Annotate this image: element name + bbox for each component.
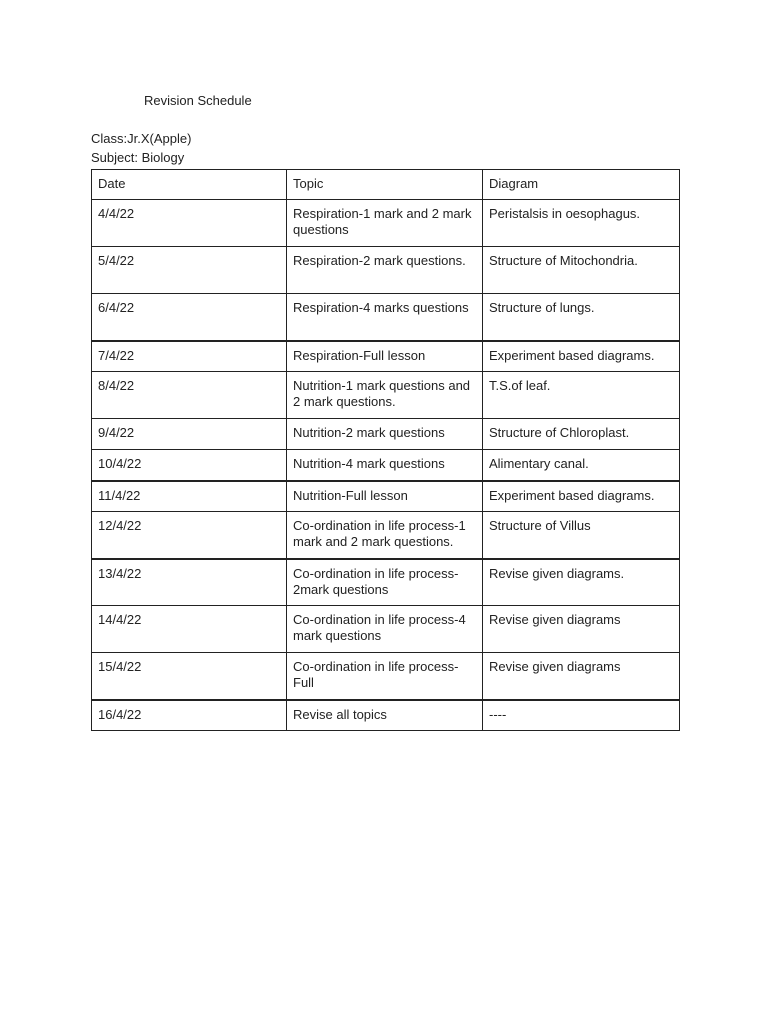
topic-cell: Respiration-4 marks questions — [287, 294, 483, 341]
date-cell: 12/4/22 — [92, 512, 287, 559]
table-row — [92, 341, 680, 372]
topic-cell: Co-ordination in life process-2mark questions — [287, 559, 483, 606]
date-cell: 5/4/22 — [92, 247, 287, 294]
date-cell: 8/4/22 — [92, 372, 287, 419]
topic-cell: Revise all topics — [287, 700, 483, 731]
header-diagram: Diagram — [483, 170, 680, 200]
table-row — [92, 559, 680, 606]
topic-cell: Respiration-2 mark questions. — [287, 247, 483, 294]
table-row — [92, 294, 680, 341]
class-line: Class:Jr.X(Apple) — [91, 131, 192, 146]
diagram-cell: Revise given diagrams — [483, 653, 680, 700]
table-row — [92, 512, 680, 559]
date-cell: 7/4/22 — [92, 341, 287, 372]
date-cell: 15/4/22 — [92, 653, 287, 700]
date-cell: 11/4/22 — [92, 481, 287, 512]
diagram-cell: Peristalsis in oesophagus. — [483, 200, 680, 247]
table-row — [92, 419, 680, 450]
diagram-cell: Structure of Mitochondria. — [483, 247, 680, 294]
diagram-cell: Experiment based diagrams. — [483, 341, 680, 372]
date-cell: 16/4/22 — [92, 700, 287, 731]
diagram-cell: Alimentary canal. — [483, 450, 680, 481]
table-row — [92, 653, 680, 700]
diagram-cell: Structure of lungs. — [483, 294, 680, 341]
diagram-cell: ---- — [483, 700, 680, 731]
document-title: Revision Schedule — [144, 93, 252, 108]
topic-cell: Nutrition-Full lesson — [287, 481, 483, 512]
diagram-cell: Structure of Chloroplast. — [483, 419, 680, 450]
diagram-cell: Experiment based diagrams. — [483, 481, 680, 512]
table-row — [92, 450, 680, 481]
topic-cell: Co-ordination in life process-Full — [287, 653, 483, 700]
header-date: Date — [92, 170, 287, 200]
date-cell: 6/4/22 — [92, 294, 287, 341]
topic-cell: Nutrition-2 mark questions — [287, 419, 483, 450]
date-cell: 14/4/22 — [92, 606, 287, 653]
table-row — [92, 606, 680, 653]
topic-cell: Respiration-1 mark and 2 mark questions — [287, 200, 483, 247]
revision-schedule-table — [91, 169, 680, 731]
diagram-cell: T.S.of leaf. — [483, 372, 680, 419]
diagram-cell: Structure of Villus — [483, 512, 680, 559]
topic-cell: Nutrition-4 mark questions — [287, 450, 483, 481]
header-topic: Topic — [287, 170, 483, 200]
table-row — [92, 372, 680, 419]
date-cell: 10/4/22 — [92, 450, 287, 481]
table-header-row — [92, 170, 680, 200]
topic-cell: Nutrition-1 mark questions and 2 mark questions. — [287, 372, 483, 419]
table-row — [92, 247, 680, 294]
table-row — [92, 200, 680, 247]
diagram-cell: Revise given diagrams — [483, 606, 680, 653]
topic-cell: Respiration-Full lesson — [287, 341, 483, 372]
diagram-cell: Revise given diagrams. — [483, 559, 680, 606]
table-row — [92, 481, 680, 512]
subject-line: Subject: Biology — [91, 150, 185, 165]
table-row — [92, 700, 680, 731]
topic-cell: Co-ordination in life process-4 mark questions — [287, 606, 483, 653]
date-cell: 13/4/22 — [92, 559, 287, 606]
topic-cell: Co-ordination in life process-1 mark and 2 mark questions. — [287, 512, 483, 559]
date-cell: 4/4/22 — [92, 200, 287, 247]
date-cell: 9/4/22 — [92, 419, 287, 450]
